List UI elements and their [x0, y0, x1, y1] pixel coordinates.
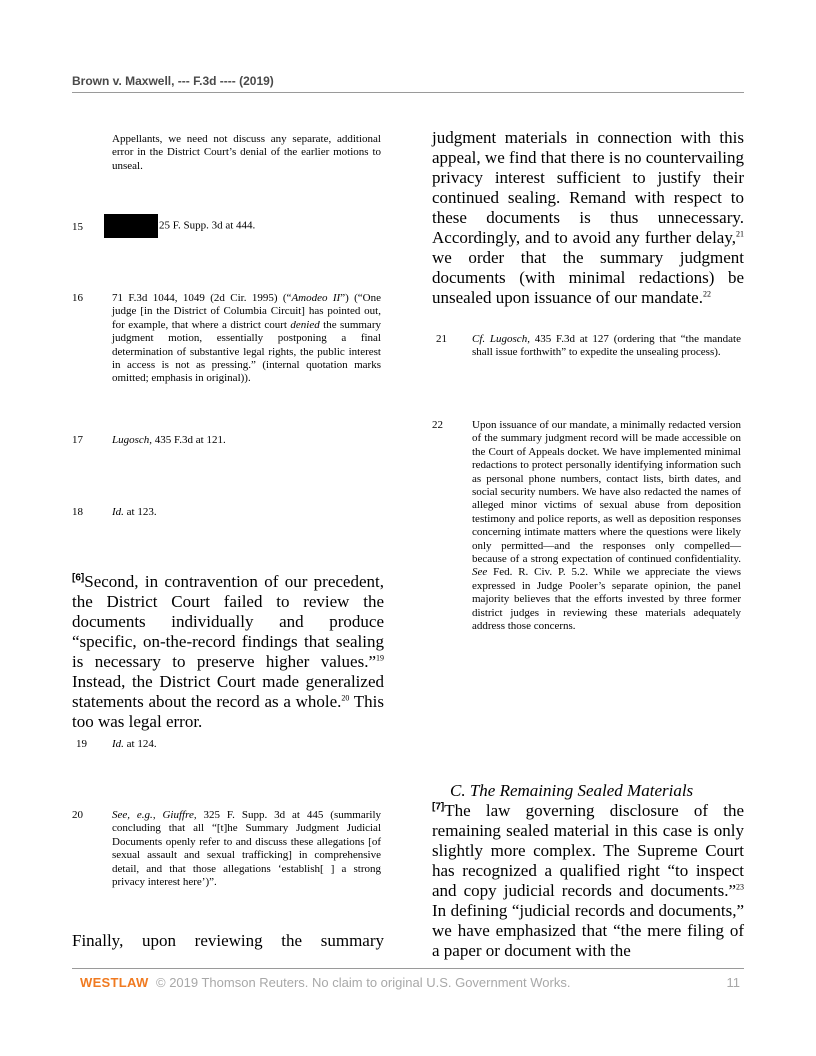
- footnote-20-number: 20: [72, 809, 83, 821]
- copyright-notice: © 2019 Thomson Reuters. No claim to original U.S. Government Works.: [156, 975, 571, 990]
- footnote-21-text: , 435 F.3d at 127 (ordering that “the mandate shall issue forthwith” to expedite the unsealing process).: [472, 333, 741, 359]
- footnote-ref-22[interactable]: 22: [702, 289, 711, 299]
- page-number: 11: [726, 975, 740, 990]
- footnote-22-signal: See: [472, 566, 488, 579]
- paragraph-7-text-2: In defining “judicial records and documents,” we have emphasized that “the mere filing of a paper or document with the: [432, 901, 744, 960]
- footnote-ref-20[interactable]: 20: [341, 693, 350, 703]
- footnote-20-sep: ,: [152, 809, 163, 821]
- footnote-18-cite: Id.: [112, 506, 124, 518]
- footnote-15-text: 25 F. Supp. 3d at 444.: [159, 219, 256, 232]
- footnote-18: [112, 506, 381, 519]
- headnote-7-link[interactable]: [7]: [432, 801, 445, 813]
- footnote-14-continuation: Appellants, we need not discuss any separate, additional error in the District Court’s denial of the earlier motions to unseal.: [112, 133, 381, 172]
- section-heading-c: C. The Remaining Sealed Materials: [450, 781, 694, 800]
- footnote-21-cite: Cf. Lugosch: [472, 333, 528, 345]
- paragraph-6-text: Second, in contravention of our precedent, the District Court failed to review the documents individually and produce “specific, on-the-record findings that sealing is necessary to preserve higher values.”: [72, 572, 384, 671]
- footnote-22-text-a: Upon issuance of our mandate, a minimally redacted version of the summary judgment record will be made accessible on the Court of Appeals docket. We have implemented minimal redactions to protect personally identifying information such as personal phone numbers, contact lists, birth dates, and social security numbers. We have also redacted the names of alleged minor victims of sexual abuse from deposition testimony and police reports, as well as deposition responses concerning intimate matters where the questions were likely only permitted—and the responses only compelled—because of a strong expectation of continued confidentiality.: [472, 419, 741, 566]
- footnote-16-number: 16: [72, 292, 83, 304]
- footnote-ref-23[interactable]: 23: [736, 882, 744, 892]
- paragraph-continued-text-2: we order that the summary judgment documents (with minimal redactions) be unsealed upon issuance of our mandate.: [432, 248, 744, 307]
- paragraph-6-text-3: This too was legal error.: [72, 692, 385, 731]
- footnote-21-number: 21: [436, 333, 447, 345]
- footnote-15-number: 15: [72, 221, 83, 233]
- footnote-16: [112, 292, 381, 386]
- footnote-20: [112, 809, 381, 889]
- redaction-block: [104, 214, 158, 238]
- footnote-ref-21[interactable]: 21: [736, 229, 744, 239]
- footnote-19-number: 19: [76, 738, 87, 750]
- header-divider: [72, 92, 744, 93]
- footnote-20-text: 325 F. Supp. 3d at 445 (summarily concluding that all “[t]he Summary Judgment Judicial Documents openly refer to and discuss these allegations [of sexual assault and sexual trafficking] in comprehensive detail, and that those allegations ‘establish[ ] a strong privacy interest here’)”.: [112, 809, 381, 889]
- footer-divider: [72, 968, 744, 969]
- footnote-18-text: at 123.: [123, 506, 157, 518]
- footnote-15: [104, 214, 381, 238]
- footnote-ref-19[interactable]: 19: [376, 653, 384, 663]
- footnote-16-emphasis: denied: [290, 318, 320, 331]
- paragraph-6-text-2: Instead, the District Court made generalized statements about the record as a whole.: [72, 672, 384, 711]
- paragraph-continued-text: judgment materials in connection with this appeal, we find that there is no countervailing privacy interest sufficient to justify their continued sealing. Remand with respect to these documents is thus unnecessary. Accordingly, and to avoid any further delay,: [432, 128, 744, 247]
- footnote-19-text: at 124.: [123, 738, 157, 750]
- footnote-17-cite: Lugosch: [112, 434, 150, 446]
- footnote-16-text-c: ”) (“One judge [in the District of Columbia Circuit] has pointed out, for example, that where a district court: [112, 292, 381, 331]
- westlaw-logo: WESTLAW: [80, 975, 149, 990]
- headnote-6-link[interactable]: [6]: [72, 572, 85, 584]
- footnote-20-signal: See, e.g.: [112, 809, 153, 821]
- footnote-21: [472, 333, 741, 360]
- footnote-16-text-a: 71 F.3d 1044, 1049 (2d Cir. 1995) (“: [112, 292, 292, 304]
- paragraph-7: [432, 801, 744, 961]
- footnote-17: [112, 434, 381, 447]
- footnote-19-cite: Id.: [112, 738, 124, 750]
- footnote-17-text: , 435 F.3d at 121.: [149, 434, 226, 446]
- footnote-19: [112, 738, 381, 751]
- paragraph-finally: Finally, upon reviewing the summary: [72, 931, 384, 950]
- footnote-22: [472, 419, 741, 634]
- footnote-16-text-e: the summary judgment motion, essentially postponing a final determination of substantive legal rights, the public interest in access is not as pressing.” (internal quotation marks omitted; emphasis in original)).: [112, 318, 381, 385]
- footnote-22-text-c: Fed. R. Civ. P. 5.2. While we appreciate the views expressed in Judge Pooler’s separate opinion, the panel majority believes that the efforts invested by three former district judges in reviewing these materials adequately address those concerns.: [472, 566, 741, 633]
- paragraph-7-text: The law governing disclosure of the remaining sealed material in this case is only slightly more complex. The Supreme Court has recognized a qualified right “to inspect and copy judicial records and documents.”: [432, 801, 744, 900]
- paragraph-continued: [432, 128, 744, 308]
- footnote-16-case-name: Amodeo II: [291, 292, 341, 304]
- footnote-22-number: 22: [432, 419, 443, 431]
- footnote-17-number: 17: [72, 434, 83, 446]
- document-title: Brown v. Maxwell, --- F.3d ---- (2019): [72, 74, 274, 88]
- footnote-18-number: 18: [72, 506, 83, 518]
- footnote-20-case: Giuffre,: [162, 809, 197, 821]
- paragraph-6: [72, 572, 384, 732]
